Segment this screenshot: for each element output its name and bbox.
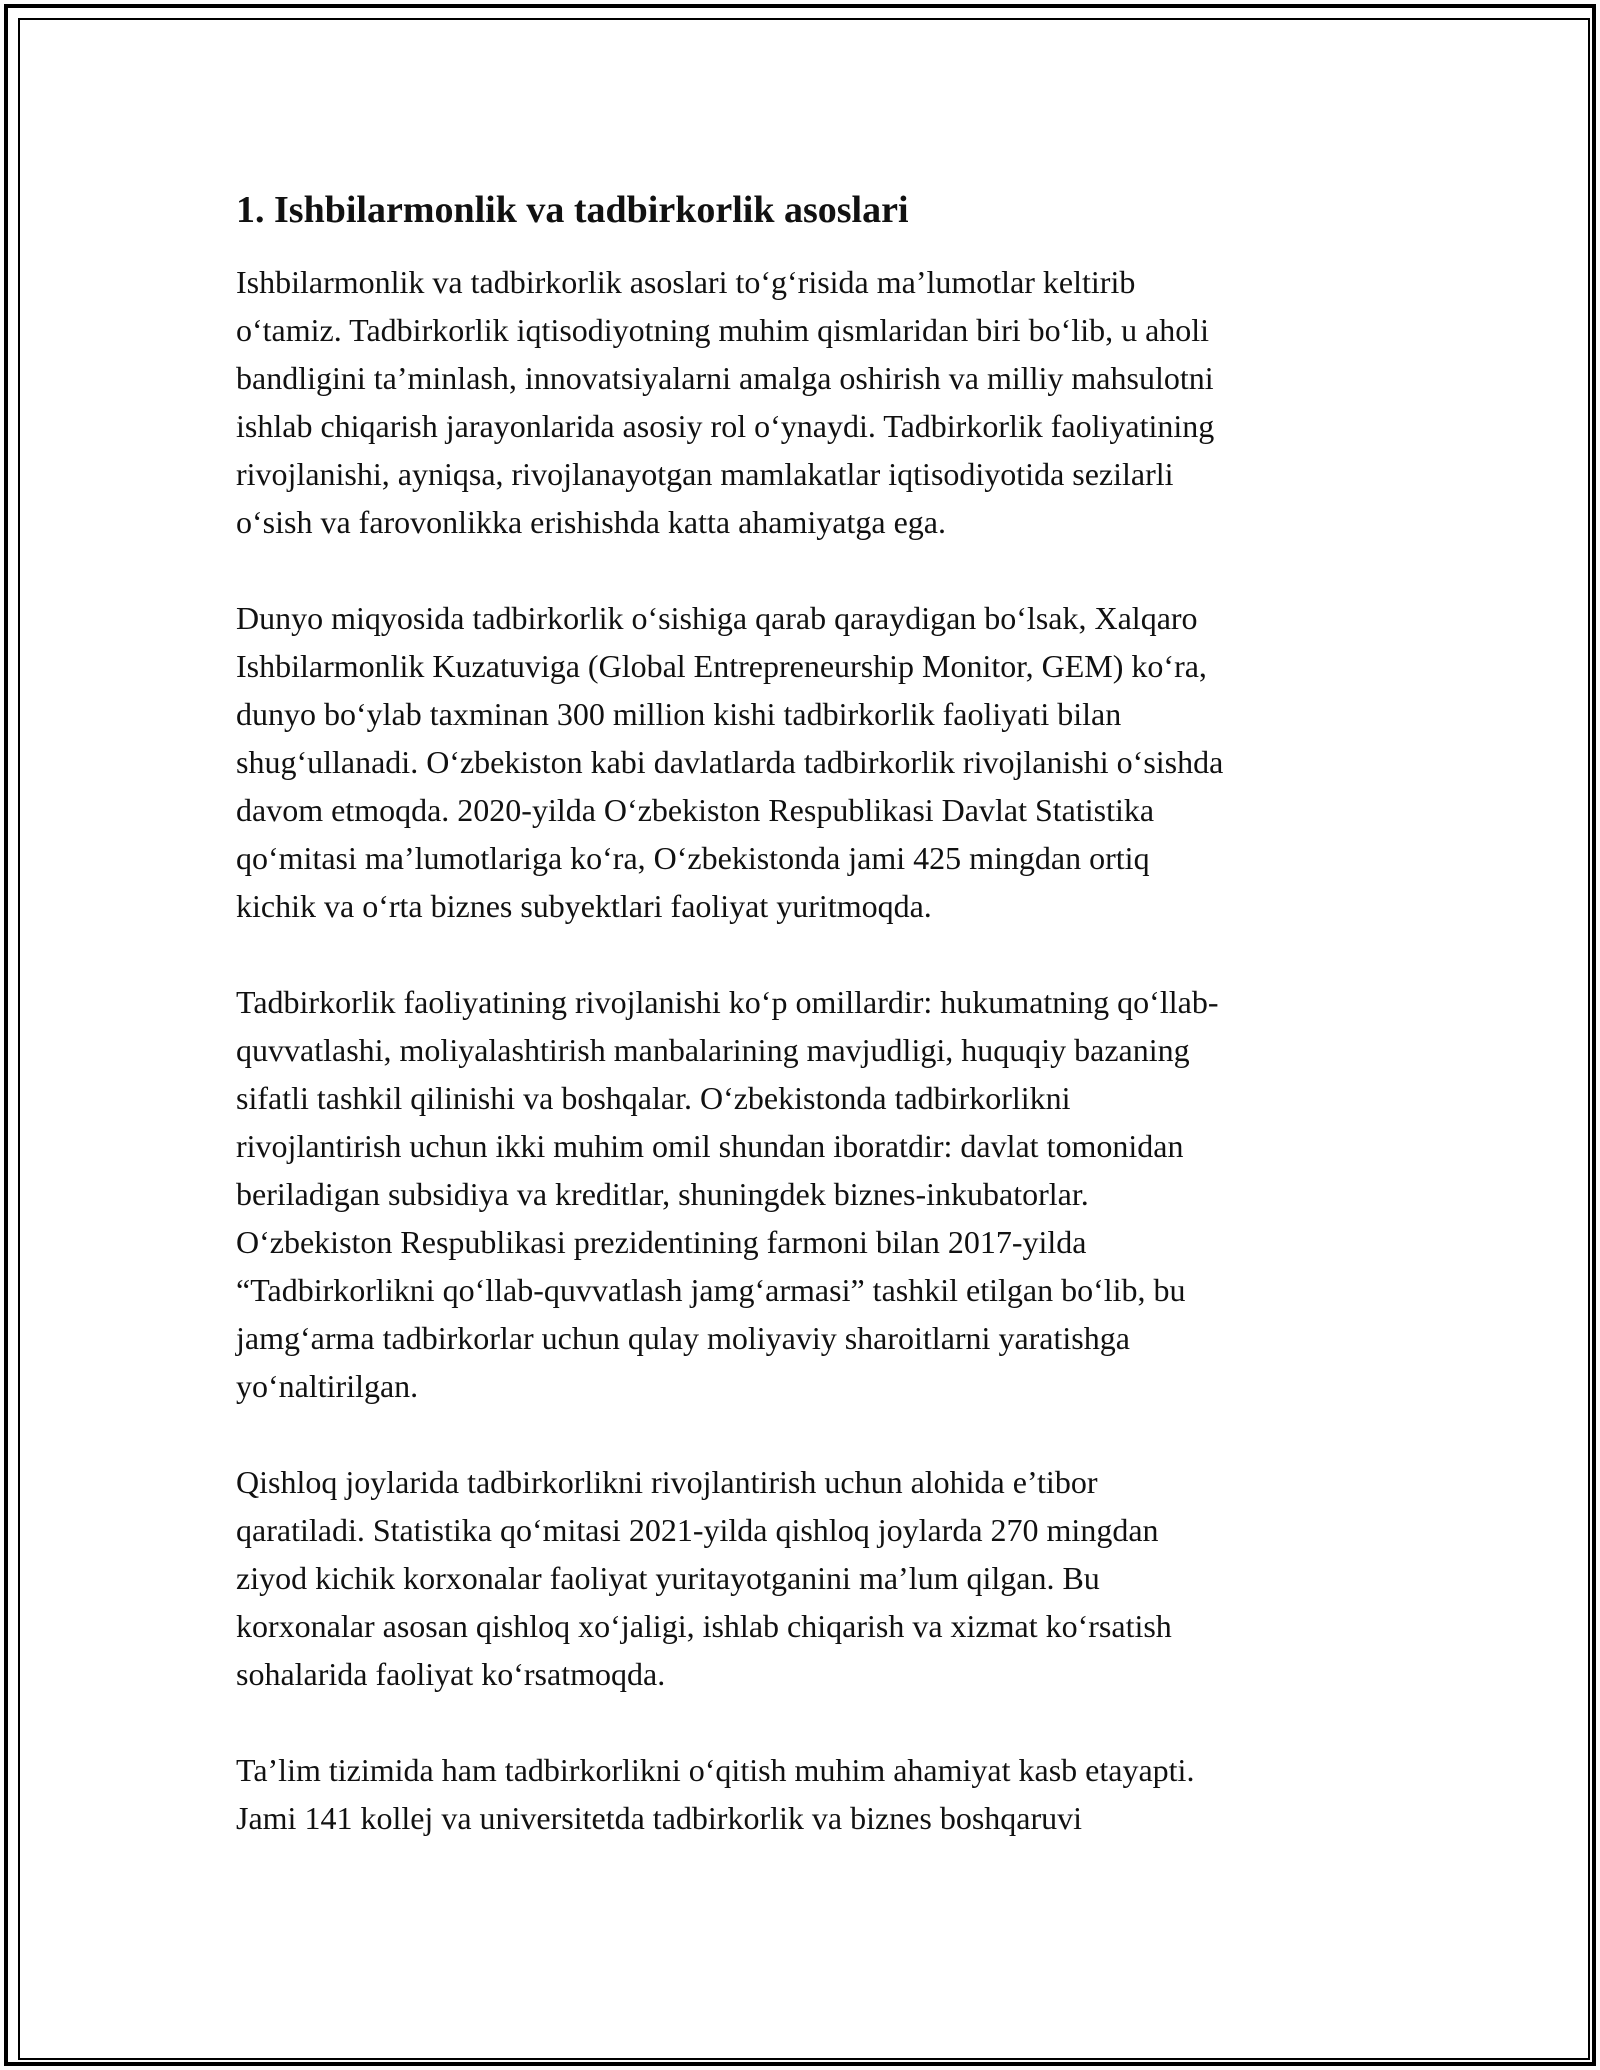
text-line: kichik va o‘rta biznes subyektlari faoliyat yuritmoqda. bbox=[236, 888, 932, 924]
text-line: shug‘ullanadi. O‘zbekiston kabi davlatlarda tadbirkorlik rivojlanishi o‘sishda bbox=[236, 744, 1224, 780]
text-line: Jami 141 kollej va universitetda tadbirkorlik va biznes boshqaruvi bbox=[236, 1800, 1083, 1836]
text-line: Ishbilarmonlik Kuzatuviga (Global Entrepreneurship Monitor, GEM) ko‘ra, bbox=[236, 648, 1207, 684]
text-line: qo‘mitasi ma’lumotlariga ko‘ra, O‘zbekistonda jami 425 mingdan ortiq bbox=[236, 840, 1150, 876]
text-line: “Tadbirkorlikni qo‘llab-quvvatlash jamg‘armasi” tashkil etilgan bo‘lib, bu bbox=[236, 1272, 1186, 1308]
text-line: bandligini ta’minlash, innovatsiyalarni amalga oshirish va milliy mahsulotni bbox=[236, 360, 1214, 396]
text-line: davom etmoqda. 2020-yilda O‘zbekiston Respublikasi Davlat Statistika bbox=[236, 792, 1155, 828]
text-line: rivojlanishi, ayniqsa, rivojlanayotgan mamlakatlar iqtisodiyotida sezilarli bbox=[236, 456, 1174, 492]
paragraph-1 bbox=[236, 258, 1366, 546]
text-line: ziyod kichik korxonalar faoliyat yuritayotganini ma’lum qilgan. Bu bbox=[236, 1560, 1100, 1596]
paragraph-4 bbox=[236, 1458, 1366, 1698]
text-line: jamg‘arma tadbirkorlar uchun qulay moliyaviy sharoitlarni yaratishga bbox=[236, 1320, 1130, 1356]
paragraph-5 bbox=[236, 1746, 1366, 1842]
paragraphs-container bbox=[236, 258, 1366, 1842]
text-line: quvvatlashi, moliyalashtirish manbalarining mavjudligi, huquqiy bazaning bbox=[236, 1032, 1190, 1068]
text-line: rivojlantirish uchun ikki muhim omil shundan iboratdir: davlat tomonidan bbox=[236, 1128, 1184, 1164]
text-line: beriladigan subsidiya va kreditlar, shuningdek biznes-inkubatorlar. bbox=[236, 1176, 1089, 1212]
text-line: dunyo bo‘ylab taxminan 300 million kishi tadbirkorlik faoliyati bilan bbox=[236, 696, 1122, 732]
text-line: ishlab chiqarish jarayonlarida asosiy rol o‘ynaydi. Tadbirkorlik faoliyatining bbox=[236, 408, 1215, 444]
paragraph-2 bbox=[236, 594, 1366, 930]
text-line: qaratiladi. Statistika qo‘mitasi 2021-yilda qishloq joylarda 270 mingdan bbox=[236, 1512, 1159, 1548]
text-line: sifatli tashkil qilinishi va boshqalar. O‘zbekistonda tadbirkorlikni bbox=[236, 1080, 1071, 1116]
text-line: o‘tamiz. Tadbirkorlik iqtisodiyotning muhim qismlaridan biri bo‘lib, u aholi bbox=[236, 312, 1210, 348]
text-line: Ta’lim tizimida ham tadbirkorlikni o‘qitish muhim ahamiyat kasb etayapti. bbox=[236, 1752, 1195, 1788]
text-line: Ishbilarmonlik va tadbirkorlik asoslari to‘g‘risida ma’lumotlar keltirib bbox=[236, 264, 1136, 300]
text-line: korxonalar asosan qishloq xo‘jaligi, ishlab chiqarish va xizmat ko‘rsatish bbox=[236, 1608, 1172, 1644]
text-line: Tadbirkorlik faoliyatining rivojlanishi ko‘p omillardir: hukumatning qo‘llab- bbox=[236, 984, 1219, 1020]
document-body bbox=[236, 186, 1366, 1890]
text-line: yo‘naltirilgan. bbox=[236, 1368, 419, 1404]
text-line: O‘zbekiston Respublikasi prezidentining farmoni bilan 2017-yilda bbox=[236, 1224, 1087, 1260]
text-line: o‘sish va farovonlikka erishishda katta ahamiyatga ega. bbox=[236, 504, 946, 540]
text-line: Qishloq joylarida tadbirkorlikni rivojlantirish uchun alohida e’tibor bbox=[236, 1464, 1098, 1500]
paragraph-3 bbox=[236, 978, 1366, 1410]
section-heading: 1. Ishbilarmonlik va tadbirkorlik asoslari bbox=[236, 189, 909, 231]
text-line: Dunyo miqyosida tadbirkorlik o‘sishiga qarab qaraydigan bo‘lsak, Xalqaro bbox=[236, 600, 1198, 636]
text-line: sohalarida faoliyat ko‘rsatmoqda. bbox=[236, 1656, 666, 1692]
